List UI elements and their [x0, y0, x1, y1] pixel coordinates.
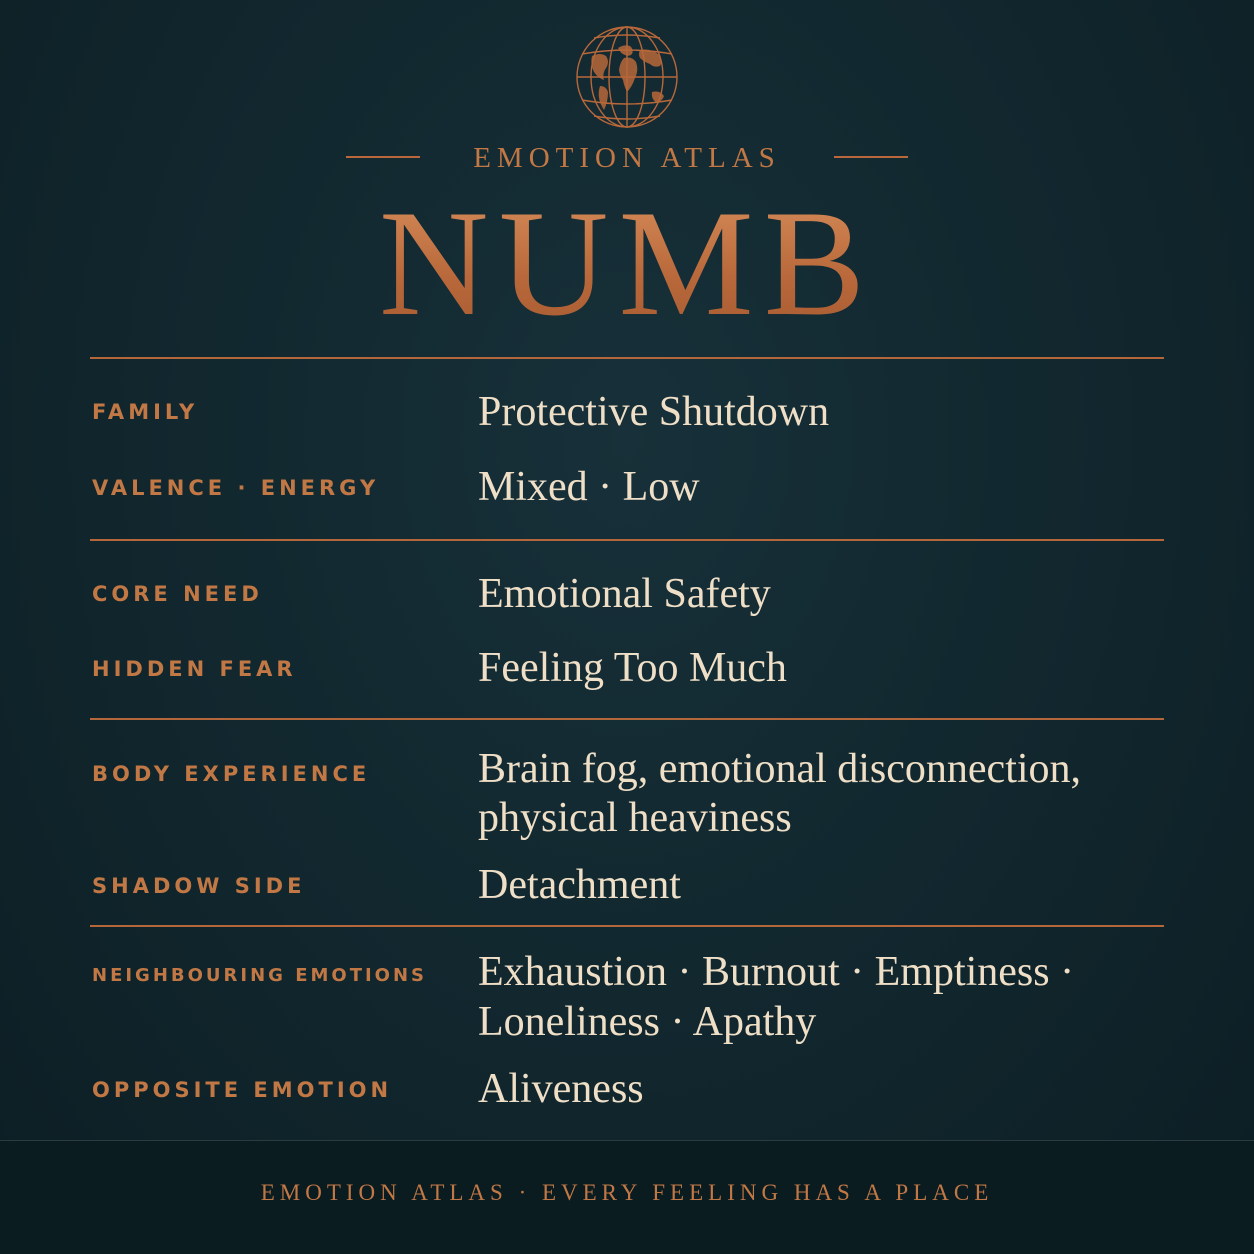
footer-tagline: EMOTION ATLAS · EVERY FEELING HAS A PLACE [260, 1180, 994, 1205]
field-value-family: Protective Shutdown [478, 389, 830, 435]
emotion-title: NUMB [0, 188, 1254, 338]
field-value-valence-energy: Mixed · Low [478, 464, 700, 510]
field-value-neighbouring-emotions-line1: Exhaustion · Burnout · Emptiness · [478, 949, 1075, 995]
field-label-core-need: CORE NEED [92, 582, 263, 606]
section-divider [90, 718, 1164, 720]
field-label-hidden-fear: HIDDEN FEAR [92, 657, 297, 681]
field-value-neighbouring-emotions-line2: Loneliness · Apathy [478, 999, 817, 1045]
field-value-opposite-emotion: Aliveness [478, 1066, 644, 1112]
section-divider [90, 925, 1164, 927]
brand-title: EMOTION ATLAS [473, 142, 781, 174]
field-label-valence-energy: VALENCE · ENERGY [92, 476, 380, 500]
footer [0, 1140, 1254, 1254]
field-value-hidden-fear: Feeling Too Much [478, 645, 787, 691]
field-label-opposite-emotion: OPPOSITE EMOTION [92, 1078, 393, 1102]
field-value-body-experience-line2: physical heaviness [478, 795, 792, 841]
field-label-shadow-side: SHADOW SIDE [92, 874, 306, 898]
section-divider [90, 357, 1164, 359]
field-label-neighbouring-emotions: NEIGHBOURING EMOTIONS [92, 965, 428, 986]
globe-icon [574, 24, 680, 130]
field-value-shadow-side: Detachment [478, 862, 681, 908]
field-value-body-experience-line1: Brain fog, emotional disconnection, [478, 746, 1082, 792]
brand-rule-right [834, 156, 908, 158]
section-divider [90, 539, 1164, 541]
field-value-core-need: Emotional Safety [478, 571, 771, 617]
brand-rule-left [346, 156, 420, 158]
brand-header [0, 138, 1254, 178]
field-label-body-experience: BODY EXPERIENCE [92, 762, 371, 786]
field-label-family: FAMILY [92, 400, 199, 424]
